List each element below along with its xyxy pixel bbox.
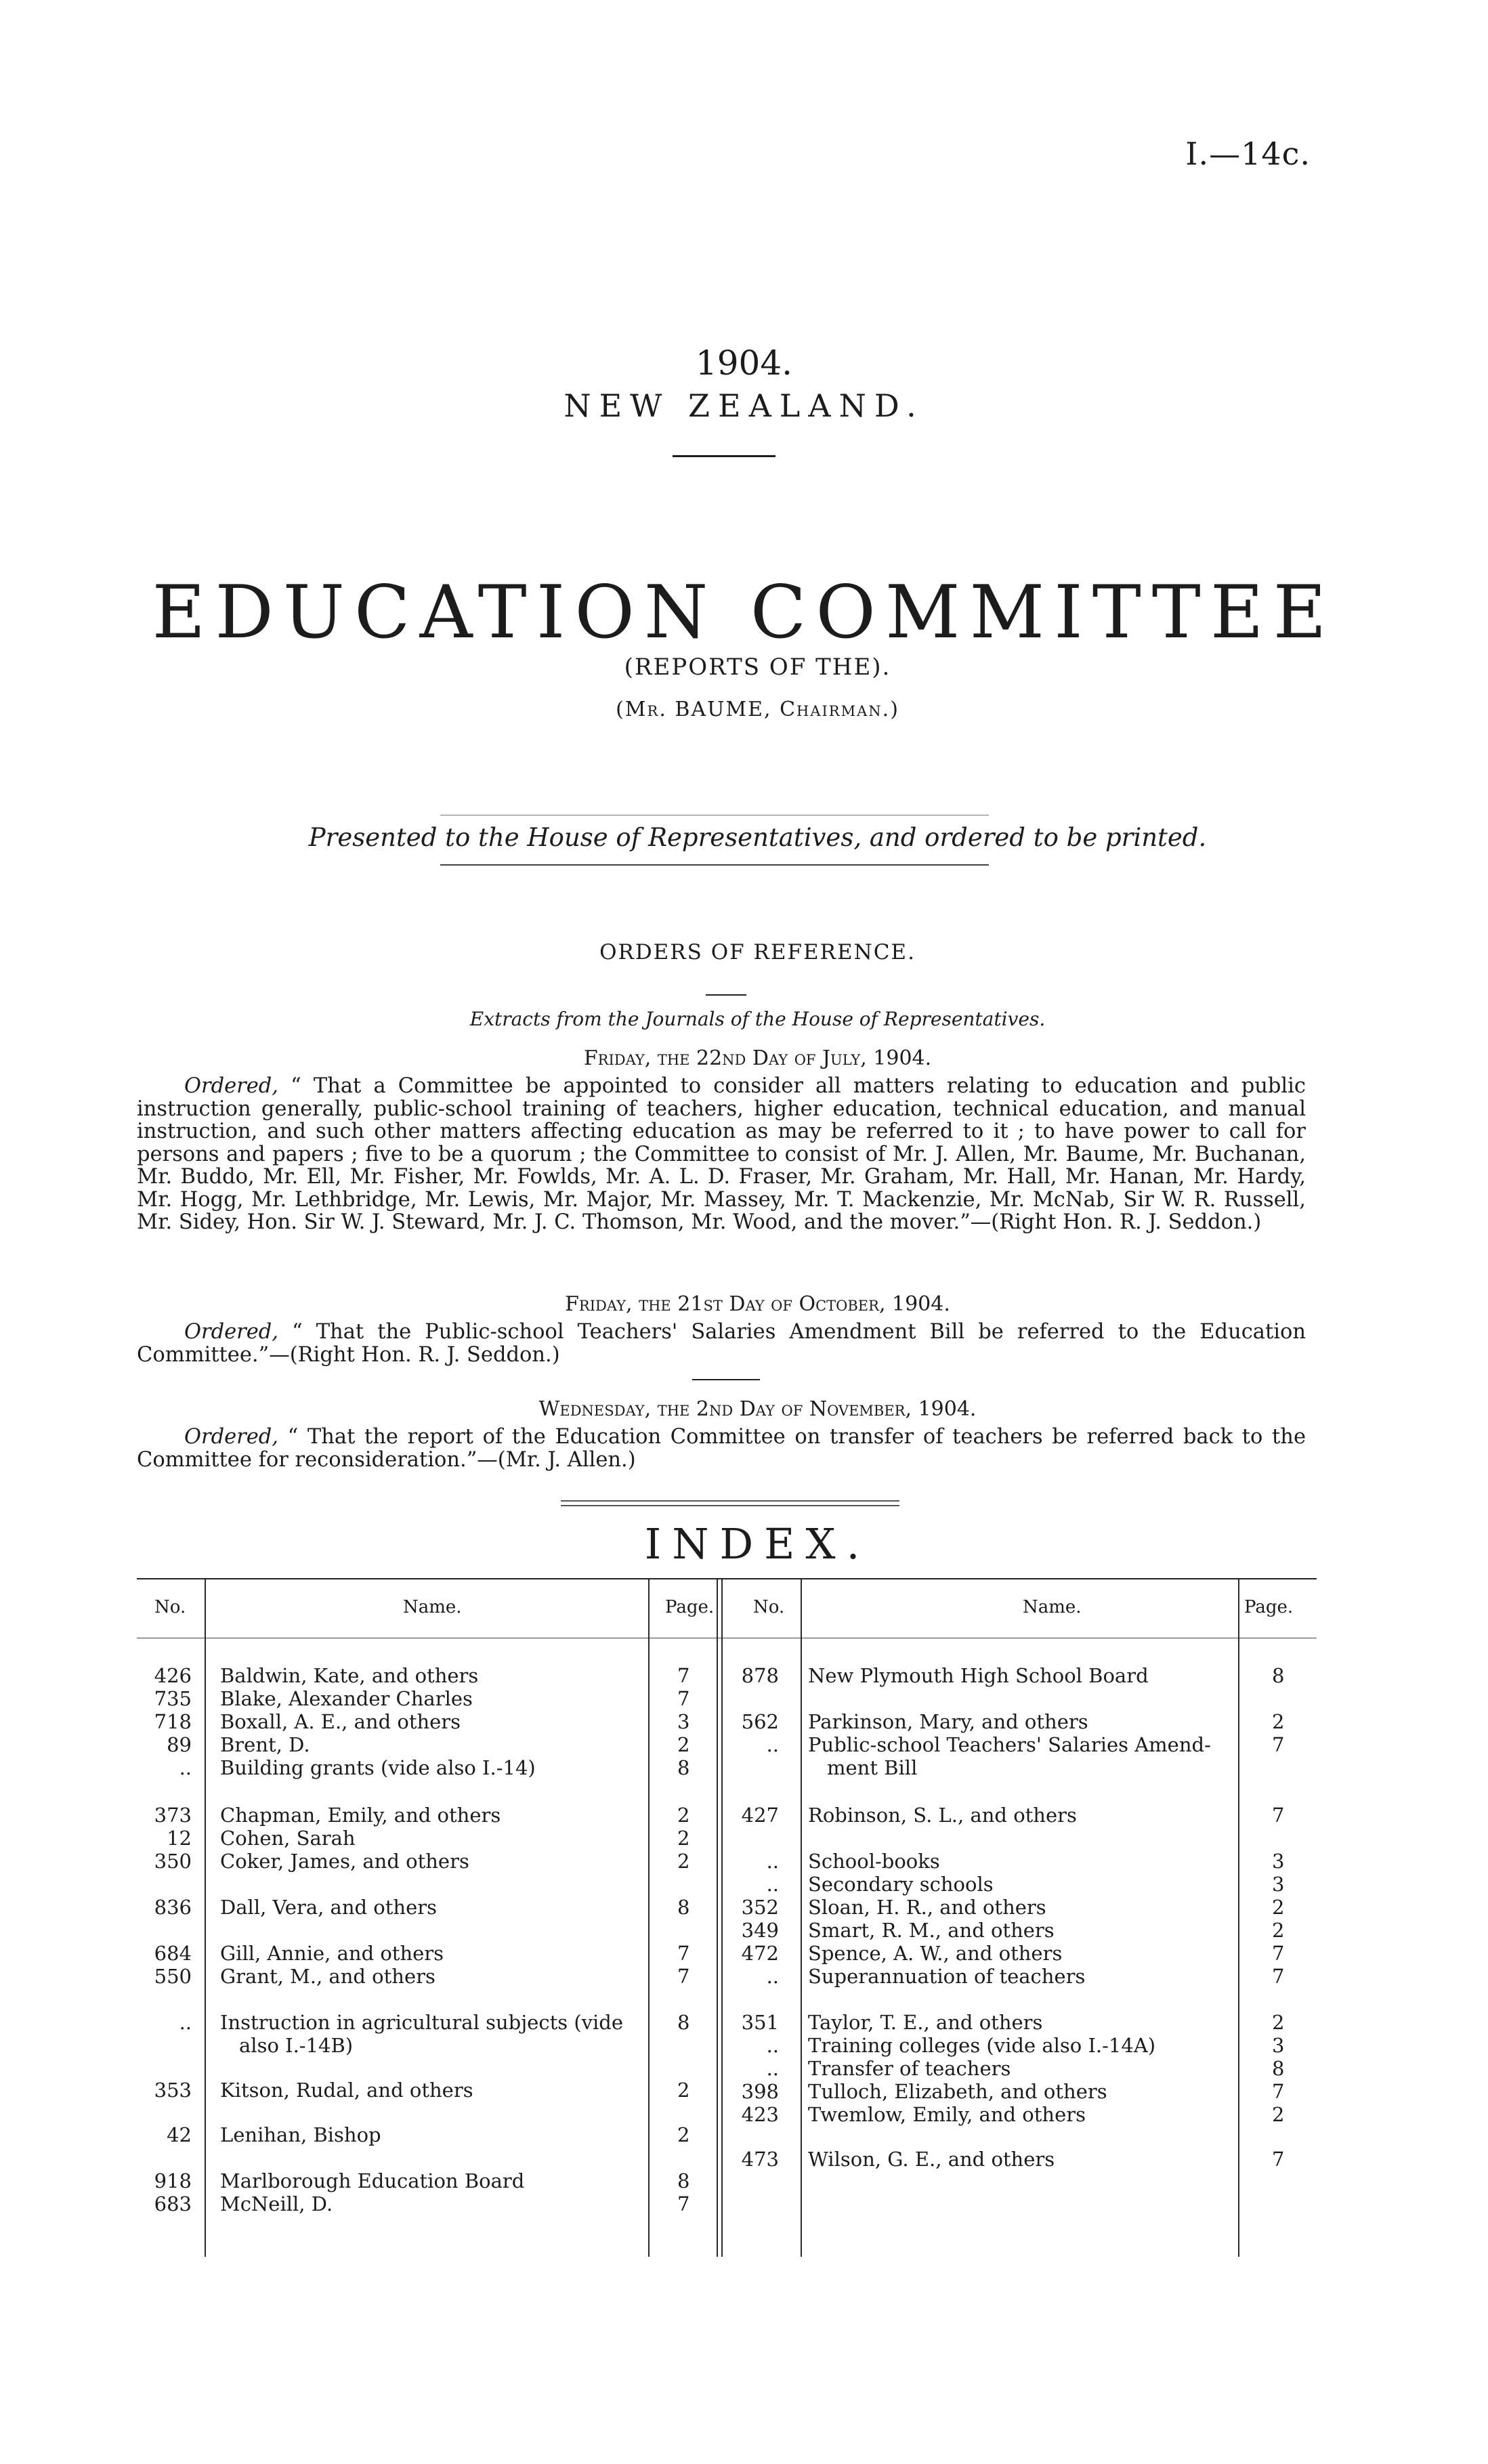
left-index-page: 2: [677, 1804, 690, 1827]
left-index-page: 2: [677, 1827, 690, 1850]
left-index-no: 353: [154, 2079, 192, 2102]
left-index-no: 373: [154, 1804, 192, 1827]
header-name: Name.: [403, 1597, 462, 1617]
right-index-no: 473: [741, 2148, 779, 2171]
left-index-name: Brent, D.: [220, 1733, 310, 1756]
order-2-body: “ That the Public-school Teachers' Salaries Amendment Bill be referred to the Education Committee.”—(Right Hon. R. J. Seddon.): [137, 1320, 1306, 1367]
left-index-no: ..: [179, 1756, 192, 1779]
year: 1904.: [695, 343, 793, 383]
left-index-page: 2: [677, 1733, 690, 1756]
left-index-name: Kitson, Rudal, and others: [220, 2079, 473, 2102]
right-index-page: 7: [1272, 2080, 1285, 2103]
right-index-no: 562: [741, 1710, 779, 1733]
right-index-no: ..: [766, 1965, 779, 1988]
right-index-page: 2: [1272, 1710, 1285, 1733]
right-index-page: 2: [1272, 1896, 1285, 1919]
order-1-text: [137, 1075, 1306, 1234]
left-index-name: Boxall, A. E., and others: [220, 1710, 461, 1733]
header-no-right: No.: [753, 1597, 785, 1617]
order-3-date: Wednesday, the 2nd Day of November, 1904.: [538, 1397, 977, 1421]
left-index-no: 350: [154, 1850, 192, 1873]
right-index-no: 352: [741, 1896, 779, 1919]
left-index-page: 8: [677, 1896, 690, 1919]
column-rule: [717, 1579, 718, 2257]
right-index-page: 8: [1272, 2057, 1285, 2080]
right-index-name: Training colleges (vide also I.-14A): [808, 2034, 1156, 2057]
right-index-name: Superannuation of teachers: [808, 1965, 1086, 1988]
left-index-no: 426: [154, 1664, 192, 1687]
left-index-name: Marlborough Education Board: [220, 2169, 525, 2192]
right-index-name: Transfer of teachers: [808, 2057, 1011, 2080]
order-3-ordered: Ordered,: [184, 1425, 279, 1449]
order-2-date: Friday, the 21st Day of October, 1904.: [565, 1292, 950, 1316]
left-index-page: 7: [677, 1942, 690, 1965]
right-index-name: Tulloch, Elizabeth, and others: [808, 2080, 1107, 2103]
right-index-page: 3: [1272, 1873, 1285, 1896]
right-index-page: 7: [1272, 1804, 1285, 1827]
right-index-name: Parkinson, Mary, and others: [808, 1710, 1088, 1733]
left-index-name: Baldwin, Kate, and others: [220, 1664, 479, 1687]
orders-heading: ORDERS OF REFERENCE.: [599, 940, 916, 964]
divider: [692, 1379, 760, 1380]
right-index-name: Smart, R. M., and others: [808, 1919, 1055, 1942]
right-index-no: ..: [766, 1850, 779, 1873]
left-index-page: 2: [677, 2123, 690, 2146]
right-index-page: 3: [1272, 2034, 1285, 2057]
order-2-text: [137, 1321, 1306, 1366]
left-index-no: 836: [154, 1896, 192, 1919]
order-1-body: “ That a Committee be appointed to consider all matters relating to education and public instruction generally, public-school training of teachers, higher education, technical education, and manual instruction, and such other matters affecting education as may be referred to it ; to have power to call for persons and papers ; five to be a quorum ; the Committee to consist of Mr. J. Allen, Mr. Baume, Mr. Buchanan, Mr. Buddo, Mr. Ell, Mr. Fisher, Mr. Fowlds, Mr. A. L. D. Fraser, Mr. Graham, Mr. Hall, Mr. Hanan, Mr. Hardy, Mr. Hogg, Mr. Lethbridge, Mr. Lewis, Mr. Major, Mr. Massey, Mr. T. Mackenzie, Mr. McNab, Sir W. R. Russell, Mr. Sidey, Hon. Sir W. J. Steward, Mr. J. C. Thomson, Mr. Wood, and the mover.”—(Right Hon. R. J. Seddon.): [137, 1074, 1306, 1234]
order-3-text: [137, 1426, 1306, 1471]
left-index-name: McNeill, D.: [220, 2192, 333, 2215]
right-index-name: Sloan, H. R., and others: [808, 1896, 1046, 1919]
column-rule: [648, 1579, 650, 2257]
left-index-no: 550: [154, 1965, 192, 1988]
index-heading: INDEX.: [644, 1519, 871, 1569]
left-index-page: 7: [677, 1664, 690, 1687]
left-index-page: 7: [677, 1687, 690, 1710]
right-index-name: Twemlow, Emily, and others: [808, 2103, 1086, 2126]
left-index-page: 2: [677, 2079, 690, 2102]
right-index-no: 427: [741, 1804, 779, 1827]
right-index-page: 7: [1272, 1942, 1285, 1965]
left-index-name: Instruction in agricultural subjects (vide: [220, 2011, 624, 2034]
left-index-no: 89: [167, 1733, 192, 1756]
document-title: EDUCATION COMMITTEE: [152, 570, 1336, 655]
right-index-name: Secondary schools: [808, 1873, 994, 1896]
left-index-no: 718: [154, 1710, 192, 1733]
order-3-body: “ That the report of the Education Committee on transfer of teachers be referred back to the Committee for reconsideration.”—(Mr. J. Allen.): [137, 1425, 1306, 1472]
left-index-name: Gill, Annie, and others: [220, 1942, 444, 1965]
left-index-name-continued: also I.-14B): [239, 2034, 354, 2057]
left-index-no: 12: [167, 1827, 192, 1850]
right-index-name: Public-school Teachers' Salaries Amend-: [808, 1733, 1211, 1756]
document-reference: I.—14c.: [1185, 135, 1311, 172]
presented-line: Presented to the House of Representatives, and ordered to be printed.: [308, 823, 1207, 852]
left-index-name: Blake, Alexander Charles: [220, 1687, 473, 1710]
divider: [673, 455, 775, 457]
left-index-no: 684: [154, 1942, 192, 1965]
right-index-no: 423: [741, 2103, 779, 2126]
left-index-no: ..: [179, 2011, 192, 2034]
right-index-name: School-books: [808, 1850, 940, 1873]
right-index-no: ..: [766, 2034, 779, 2057]
right-index-page: 7: [1272, 1965, 1285, 1988]
extracts-line: Extracts from the Journals of the House of Representatives.: [469, 1008, 1046, 1030]
divider: [706, 994, 746, 996]
header-page-right: Page.: [1244, 1597, 1294, 1617]
left-index-no: 735: [154, 1687, 192, 1710]
left-index-name: Lenihan, Bishop: [220, 2123, 381, 2146]
chairman-line: (Mr. BAUME, Chairman.): [616, 698, 899, 721]
left-index-name: Chapman, Emily, and others: [220, 1804, 501, 1827]
header-name-right: Name.: [1023, 1597, 1082, 1617]
left-index-name: Cohen, Sarah: [220, 1827, 356, 1850]
right-index-name: Wilson, G. E., and others: [808, 2148, 1055, 2171]
column-rule: [801, 1579, 802, 2257]
order-1-ordered: Ordered,: [184, 1074, 279, 1098]
double-divider: [561, 1505, 899, 1506]
right-index-name: New Plymouth High School Board: [808, 1664, 1149, 1687]
divider: [440, 864, 989, 866]
right-index-no: 472: [741, 1942, 779, 1965]
right-index-no: ..: [766, 1873, 779, 1896]
right-index-name-continued: ment Bill: [827, 1756, 918, 1779]
right-index-page: 8: [1272, 1664, 1285, 1687]
left-index-page: 7: [677, 2192, 690, 2215]
left-index-name: Building grants (vide also I.-14): [220, 1756, 536, 1779]
right-index-page: 3: [1272, 1850, 1285, 1873]
column-rule: [1238, 1579, 1239, 2257]
order-1-date: Friday, the 22nd Day of July, 1904.: [583, 1046, 932, 1070]
left-index-page: 8: [677, 2011, 690, 2034]
double-divider: [561, 1500, 899, 1502]
right-index-page: 2: [1272, 2011, 1285, 2034]
left-index-no: 918: [154, 2169, 192, 2192]
right-index-name: Taylor, T. E., and others: [808, 2011, 1043, 2034]
right-index-name: Spence, A. W., and others: [808, 1942, 1063, 1965]
left-index-page: 8: [677, 1756, 690, 1779]
right-index-no: ..: [766, 1733, 779, 1756]
right-index-name: Robinson, S. L., and others: [808, 1804, 1077, 1827]
left-index-page: 7: [677, 1965, 690, 1988]
left-index-page: 8: [677, 2169, 690, 2192]
left-index-no: 683: [154, 2192, 192, 2215]
right-index-page: 2: [1272, 1919, 1285, 1942]
left-index-name: Grant, M., and others: [220, 1965, 435, 1988]
right-index-page: 7: [1272, 1733, 1285, 1756]
right-index-page: 2: [1272, 2103, 1285, 2126]
right-index-no: 349: [741, 1919, 779, 1942]
order-2-ordered: Ordered,: [184, 1320, 279, 1344]
right-index-page: 7: [1272, 2148, 1285, 2171]
right-index-no: 878: [741, 1664, 779, 1687]
left-index-name: Coker, James, and others: [220, 1850, 469, 1873]
right-index-no: 351: [741, 2011, 779, 2034]
right-index-no: ..: [766, 2057, 779, 2080]
table-top-rule: [137, 1578, 1317, 1579]
left-index-page: 3: [677, 1710, 690, 1733]
column-rule: [721, 1579, 723, 2257]
left-index-name: Dall, Vera, and others: [220, 1896, 438, 1919]
header-page: Page.: [665, 1597, 715, 1617]
document-subtitle: (REPORTS OF THE).: [624, 654, 891, 681]
left-index-page: 2: [677, 1850, 690, 1873]
right-index-no: 398: [741, 2080, 779, 2103]
column-rule: [205, 1579, 206, 2257]
header-no: No.: [154, 1597, 186, 1617]
country: NEW ZEALAND.: [564, 387, 924, 424]
left-index-no: 42: [167, 2123, 192, 2146]
